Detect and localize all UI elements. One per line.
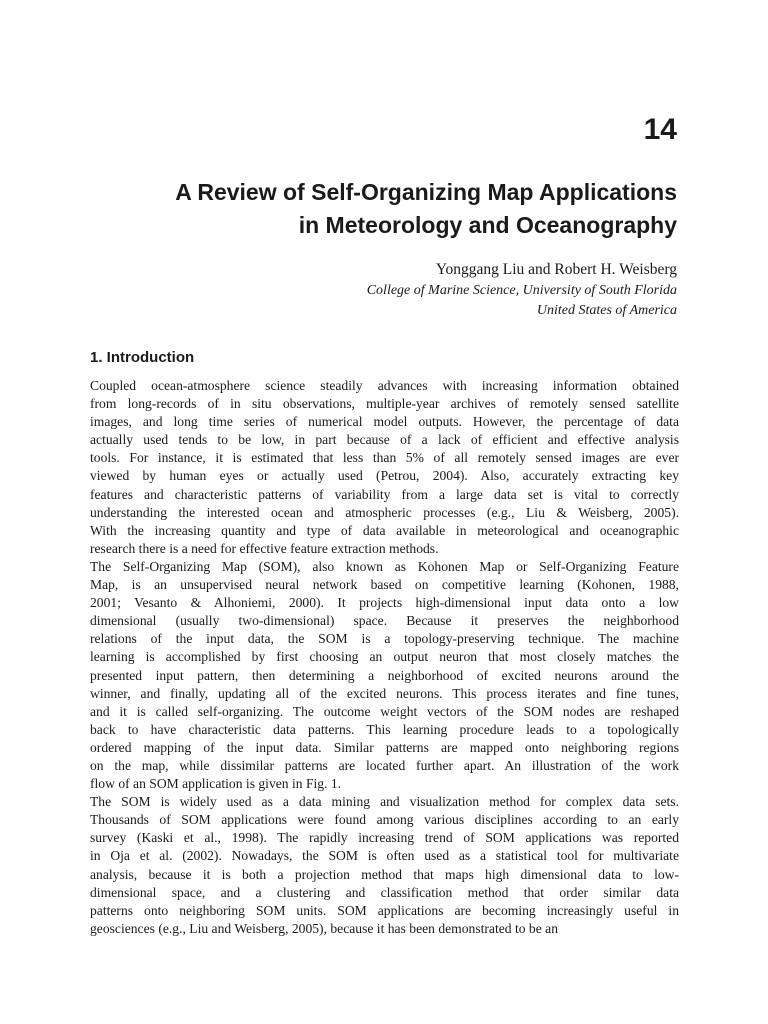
paragraph-line: dimensional (usually two-dimensional) space. Because it preserves the neighborhood (90, 613, 679, 629)
paragraph-line: winner, and finally, updating all of the excited neurons. This process iterates and fine tunes, (90, 685, 679, 701)
paragraph-line: Coupled ocean-atmosphere science steadily advances with increasing information obtained (90, 378, 679, 393)
chapter-title-line: A Review of Self-Organizing Map Applications (175, 179, 677, 205)
paragraph-line: The Self-Organizing Map (SOM), also known as Kohonen Map or Self-Organizing Feature (90, 558, 679, 574)
paragraph-line: images, and long time series of numerical model outputs. However, the percentage of data (90, 414, 679, 430)
paragraph-line: from long-records of in situ observations, multiple-year archives of remotely sensed satellite (90, 396, 679, 412)
paragraph-line: actually used tends to be low, in part because of a lack of efficient and effective analysis (90, 432, 679, 448)
paragraph-line: survey (Kaski et al., 1998). The rapidly increasing trend of SOM applications was reported (90, 830, 679, 846)
author-names: Yonggang Liu and Robert H. Weisberg (435, 261, 677, 278)
paragraph-line: presented input pattern, then determining a neighborhood of excited neurons around the (90, 667, 679, 683)
paragraph (90, 793, 679, 938)
paragraph-line: on the map, while dissimilar patterns are located further apart. An illustration of the work (90, 757, 679, 773)
paragraph-line: back to have characteristic data patterns. This learning procedure leads to a topologically (90, 721, 679, 737)
paragraph-line: analysis, because it is both a projection method that maps high dimensional data to low- (90, 866, 679, 882)
paragraph-line: dimensional space, and a clustering and classification method that order similar data (90, 884, 679, 900)
section-heading: 1. Introduction (90, 349, 195, 366)
author-block (177, 259, 677, 321)
paragraph-line: geosciences (e.g., Liu and Weisberg, 2005), because it has been demonstrated to be an (90, 920, 558, 936)
chapter-title-line: in Meteorology and Oceanography (298, 212, 677, 238)
paragraph-line: flow of an SOM application is given in Fig. 1. (90, 776, 342, 792)
paragraph-line: relations of the input data, the SOM is a topology-preserving technique. The machine (90, 631, 679, 647)
body-text (90, 377, 679, 938)
paragraph-line: patterns onto neighboring SOM units. SOM applications are becoming increasingly useful in (90, 902, 679, 918)
chapter-title (77, 176, 677, 242)
paragraph-line: viewed by human eyes or actually used (Petrou, 2004). Also, accurately extracting key (90, 468, 679, 484)
paragraph (90, 558, 679, 793)
paragraph-line: Thousands of SOM applications were found among various disciplines according to an early (90, 812, 679, 828)
paragraph-line: research there is a need for effective feature extraction methods. (90, 540, 439, 556)
paragraph-line: understanding the interested ocean and atmospheric processes (e.g., Liu & Weisberg, 2005). (90, 504, 679, 520)
paragraph-line: tools. For instance, it is estimated that less than 5% of all remotely sensed images are ever (90, 450, 679, 466)
paragraph (90, 377, 679, 558)
paragraph-line: in Oja et al. (2002). Nowadays, the SOM is often used as a statistical tool for multivariate (90, 848, 679, 864)
chapter-number: 14 (643, 113, 677, 146)
paragraph-line: features and characteristic patterns of variability from a large data set is vital to correctly (90, 486, 679, 502)
paragraph-line: 2001; Vesanto & Alhoniemi, 2000). It projects high-dimensional input data onto a low (90, 595, 679, 611)
paragraph-line: and it is called self-organizing. The outcome weight vectors of the SOM nodes are reshaped (90, 703, 679, 719)
affiliation-line: College of Marine Science, University of South Florida (366, 283, 677, 298)
affiliation-line: United States of America (536, 303, 677, 318)
paragraph-line: The SOM is widely used as a data mining and visualization method for complex data sets. (90, 794, 679, 810)
paragraph-line: learning is accomplished by first choosing an output neuron that most closely matches the (90, 649, 679, 665)
paragraph-line: Map, is an unsupervised neural network based on competitive learning (Kohonen, 1988, (90, 577, 679, 593)
paragraph-line: With the increasing quantity and type of data available in meteorological and oceanographic (90, 522, 679, 538)
paragraph-line: ordered mapping of the input data. Similar patterns are mapped onto neighboring regions (90, 739, 679, 755)
